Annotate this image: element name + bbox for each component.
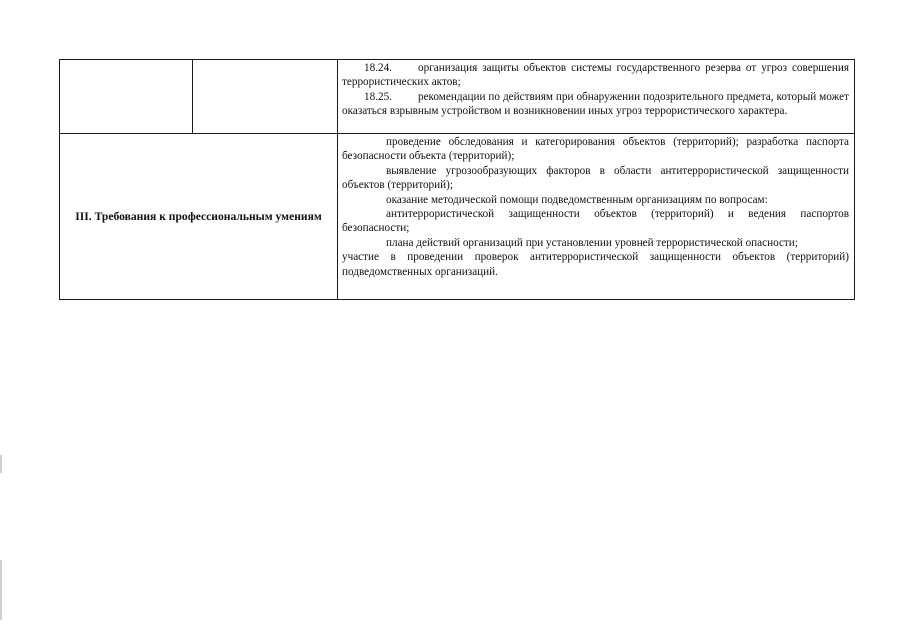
item-number: 18.24.: [364, 62, 392, 74]
section-title: III. Требования к профессиональным умениям: [60, 134, 338, 300]
continuation-content-cell: [338, 60, 855, 134]
item-text: организация защиты объектов системы государственного резерва от угроз совершения террористических актов;: [342, 62, 849, 89]
empty-cell-left: [60, 60, 193, 134]
list-item: выявление угрозообразующих факторов в области антитеррористической защищенности объектов (территорий);: [342, 164, 849, 192]
item-text: рекомендации по действиям при обнаружении подозрительного предмета, который может оказаться взрывным устройством и возникновении иных угроз террористического характера.: [342, 90, 849, 118]
table-row-section-iii: [60, 134, 855, 300]
list-item: оказание методической помощи подведомственным организациям по вопросам:: [386, 193, 768, 206]
list-item: плана действий организаций при установлении уровней террористической опасности;: [386, 236, 798, 249]
requirements-table: [59, 59, 855, 300]
list-item-18-25: [342, 90, 849, 119]
list-item-18-24: [342, 61, 849, 90]
list-item: проведение обследования и категорирования объектов (территорий); разработка паспорта безопасности объекта (территорий);: [342, 136, 849, 163]
list-item: участие в проведении проверок антитеррористической защищенности объектов (территорий) подведомственных организаций.: [342, 251, 849, 278]
scan-edge-mark: [0, 455, 2, 473]
section-content-cell: [338, 134, 855, 300]
list-item: антитеррористической защищенности объектов (территорий) и ведения паспортов безопасности;: [342, 208, 849, 235]
item-number: 18.25.: [364, 90, 392, 103]
empty-cell-middle: [193, 60, 338, 134]
scan-edge-mark: [0, 560, 2, 620]
table-row-continuation: [60, 60, 855, 134]
